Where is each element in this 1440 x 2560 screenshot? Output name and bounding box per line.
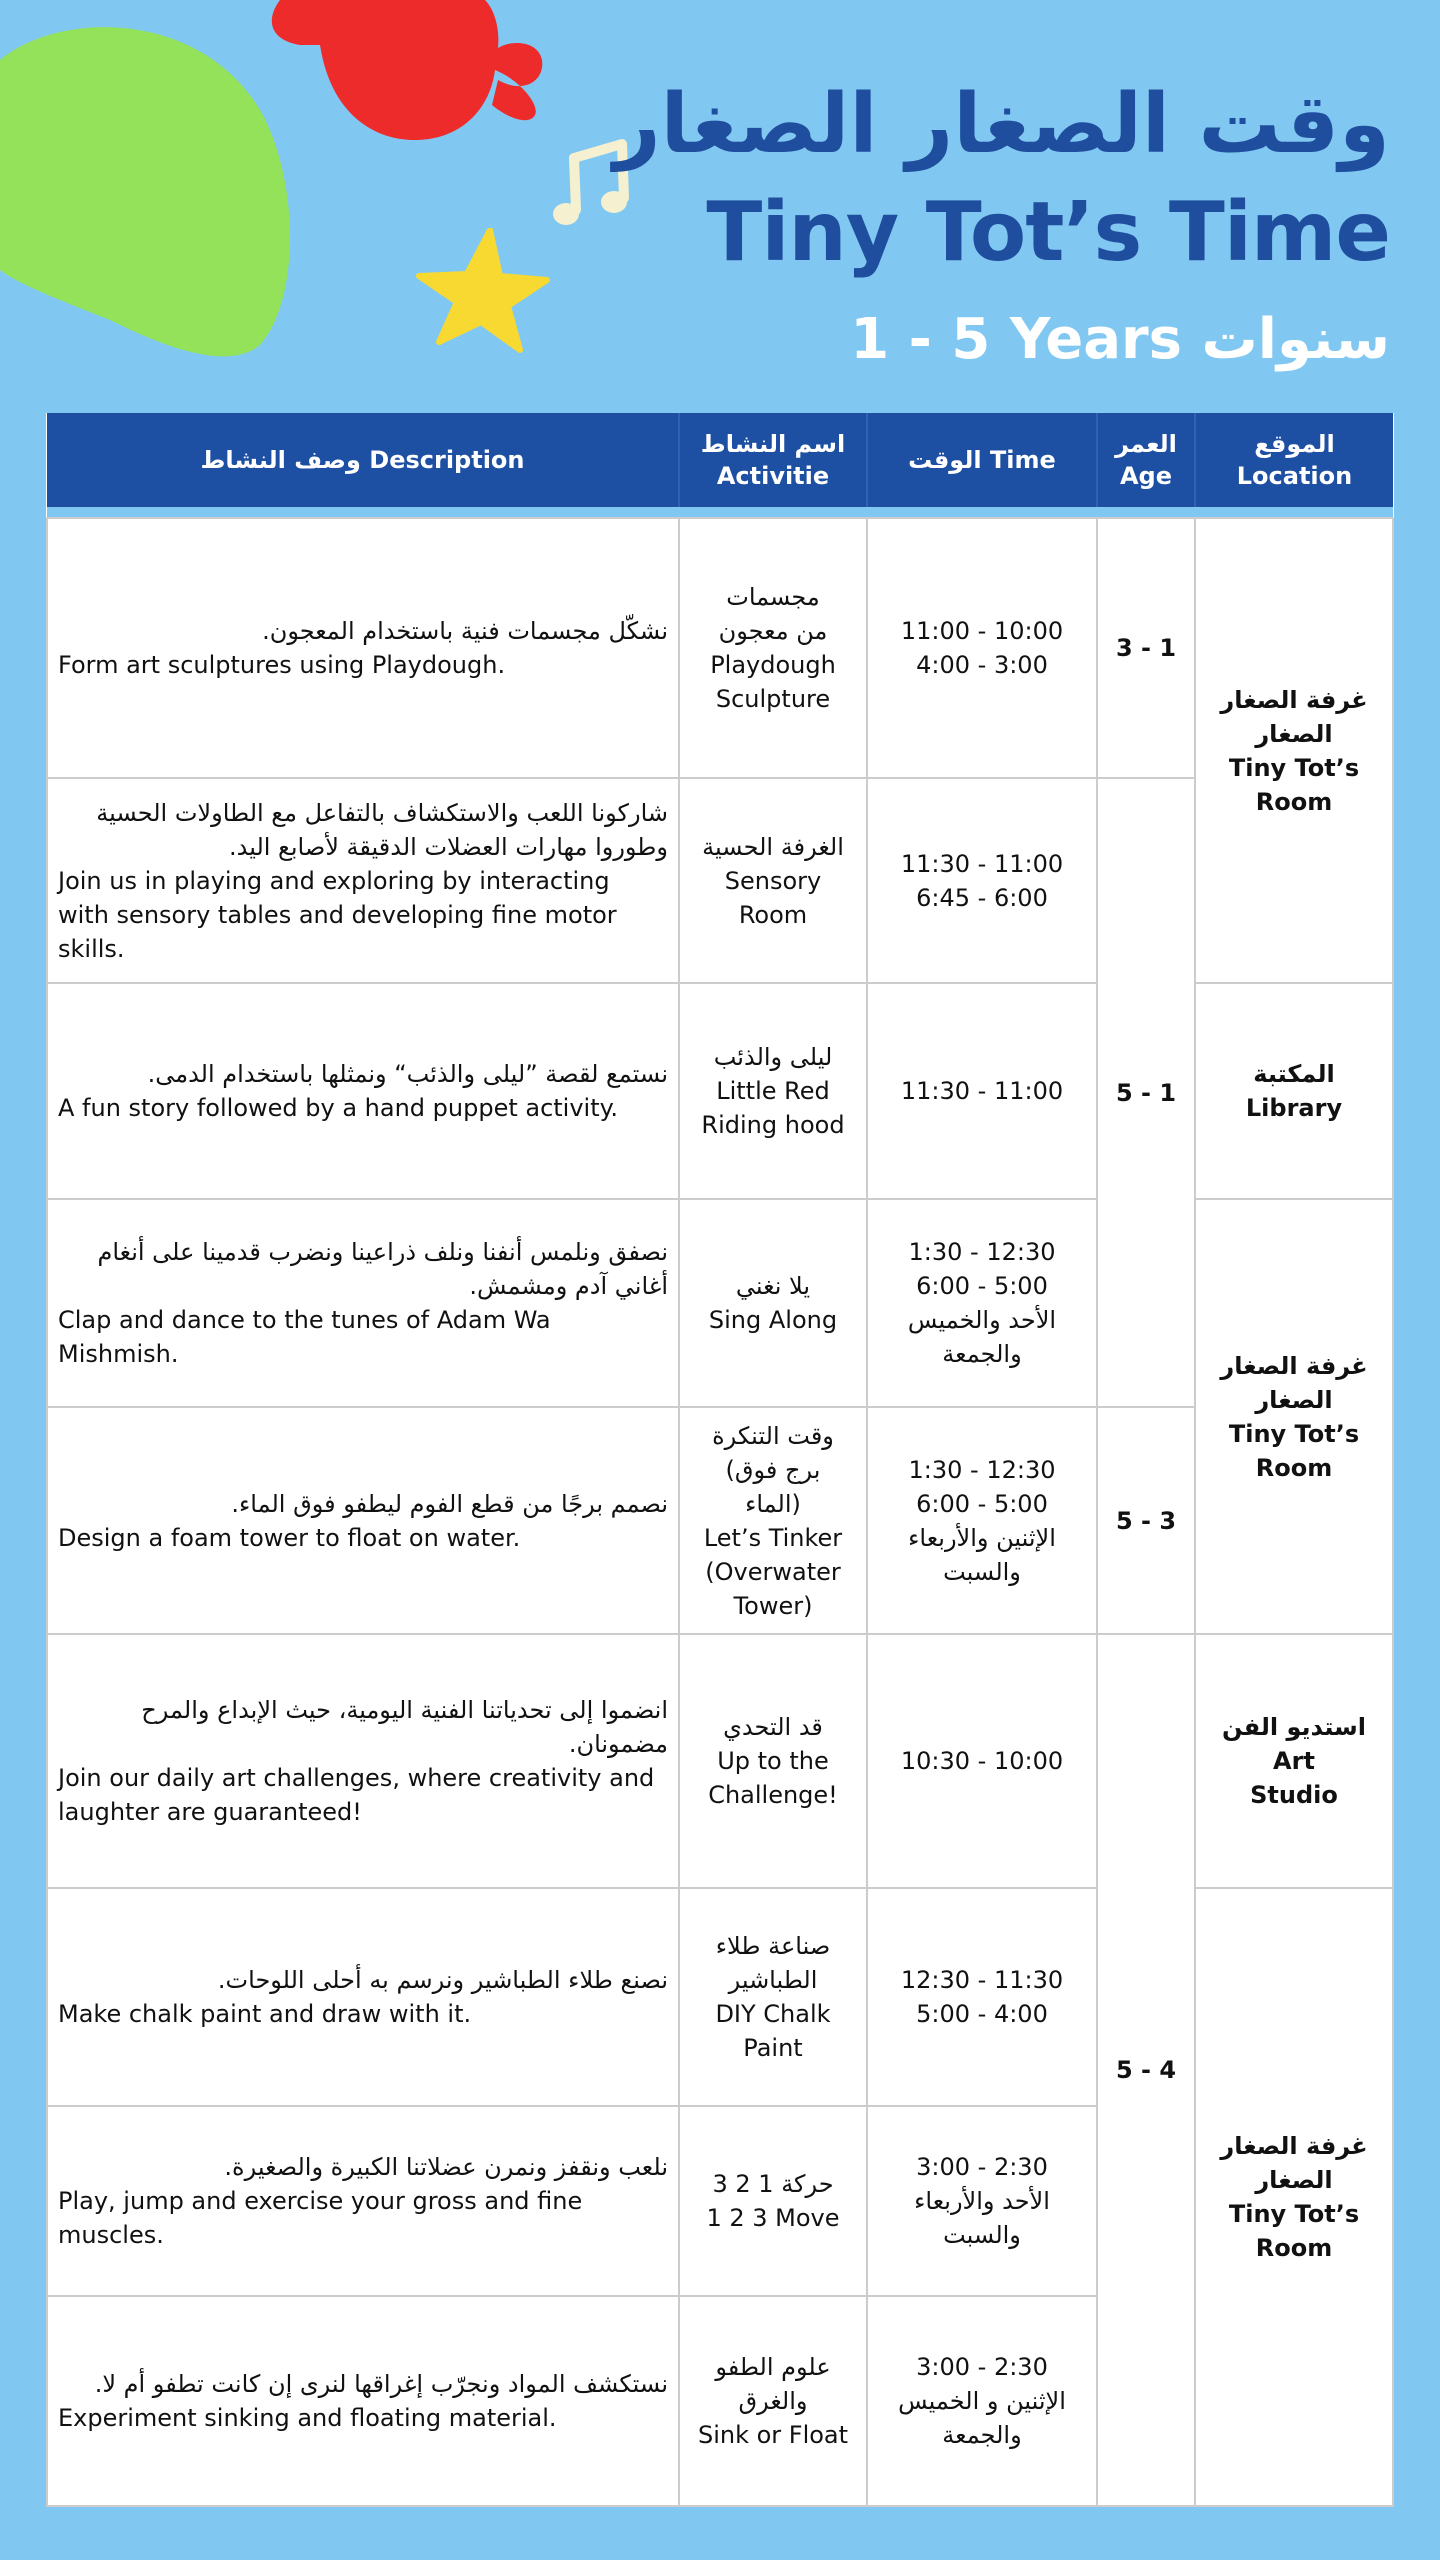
age-cell: 3 - 1 xyxy=(1097,518,1195,778)
activity-cell: علوم الطفو والغرق Sink or Float xyxy=(679,2296,867,2506)
yellow-star-icon xyxy=(415,228,550,353)
header-location: الموقع Location xyxy=(1195,413,1393,507)
time-cell: 11:30 - 11:00 xyxy=(867,983,1097,1199)
description-cell: نستمع لقصة ”ليلى والذئب“ ونمثلها باستخدام الدمى. A fun story followed by a hand puppet activity. xyxy=(47,983,679,1199)
time-cell: 11:30 - 11:00 6:45 - 6:00 xyxy=(867,778,1097,983)
location-cell: غرفة الصغار الصغار Tiny Tot’s Room xyxy=(1195,1888,1393,2506)
description-cell: نصنع طلاء الطباشير ونرسم به أحلى اللوحات. Make chalk paint and draw with it. xyxy=(47,1888,679,2106)
header-activity: اسم النشاط Activitie xyxy=(679,413,867,507)
description-cell: نصفق ونلمس أنفنا ونلف ذراعينا ونضرب قدمينا على أنغام أغاني آدم ومشمش. Clap and dance to the tunes of Adam Wa Mishmish. xyxy=(47,1199,679,1407)
green-blob-decoration xyxy=(0,0,300,370)
location-cell: المكتبة Library xyxy=(1195,983,1393,1199)
page-title-english: Tiny Tot’s Time xyxy=(706,185,1390,280)
age-range-subtitle: 1 - 5 Years سنوات xyxy=(850,307,1390,372)
header-age: العمر Age xyxy=(1097,413,1195,507)
description-cell: نلعب ونقفز ونمرن عضلاتنا الكبيرة والصغيرة. Play, jump and exercise your gross and fine muscles. xyxy=(47,2106,679,2296)
activity-cell: مجسمات من معجون Playdough Sculpture xyxy=(679,518,867,778)
location-cell: غرفة الصغار الصغار Tiny Tot’s Room xyxy=(1195,518,1393,983)
activity-cell: يلا نغني Sing Along xyxy=(679,1199,867,1407)
time-cell: 1:30 - 12:30 6:00 - 5:00 الأحد والخميس والجمعة xyxy=(867,1199,1097,1407)
table-row xyxy=(47,778,1393,983)
time-cell: 12:30 - 11:30 5:00 - 4:00 xyxy=(867,1888,1097,2106)
time-cell: 3:00 - 2:30 الإثنين و الخميس والجمعة xyxy=(867,2296,1097,2506)
table-row xyxy=(47,1407,1393,1634)
schedule-table xyxy=(46,413,1394,2507)
activity-cell: حركة 1 2 3 1 2 3 Move xyxy=(679,2106,867,2296)
header-time: الوقت Time xyxy=(867,413,1097,507)
time-cell: 11:00 - 10:00 4:00 - 3:00 xyxy=(867,518,1097,778)
page-title-arabic: وقت الصغار الصغار xyxy=(613,77,1390,172)
activity-cell: قد التحدي Up to the Challenge! xyxy=(679,1634,867,1888)
activity-cell: صناعة طلاء الطباشير DIY Chalk Paint xyxy=(679,1888,867,2106)
red-mug-decoration xyxy=(260,0,550,150)
location-cell: غرفة الصغار الصغار Tiny Tot’s Room xyxy=(1195,1199,1393,1634)
activity-cell: الغرفة الحسية Sensory Room xyxy=(679,778,867,983)
header-gap xyxy=(47,507,1393,518)
age-cell: 5 - 1 xyxy=(1097,778,1195,1407)
description-cell: نستكشف المواد ونجرّب إغراقها لنرى إن كانت تطفو أم لا. Experiment sinking and floating material. xyxy=(47,2296,679,2506)
location-cell: استديو الفن Art Studio xyxy=(1195,1634,1393,1888)
table-row xyxy=(47,518,1393,778)
description-cell: انضموا إلى تحدياتنا الفنية اليومية، حيث الإبداع والمرح مضمونان. Join our daily art challenges, where creativity and laughter are guaranteed! xyxy=(47,1634,679,1888)
description-cell: شاركونا اللعب والاستكشاف بالتفاعل مع الطاولات الحسية وطوروا مهارات العضلات الدقيقة لأصابع اليد. Join us in playing and exploring by interacting with sensory tables and developing fine motor skills. xyxy=(47,778,679,983)
header-description: وصف النشاط Description xyxy=(47,413,679,507)
age-cell: 5 - 4 xyxy=(1097,1634,1195,2506)
activity-cell: وقت التنكرة (برج فوق الماء) Let’s Tinker (Overwater Tower) xyxy=(679,1407,867,1634)
age-cell: 5 - 3 xyxy=(1097,1407,1195,1634)
table-row xyxy=(47,1634,1393,1888)
time-cell: 10:30 - 10:00 xyxy=(867,1634,1097,1888)
description-cell: نصمم برجًا من قطع الفوم ليطفو فوق الماء. Design a foam tower to float on water. xyxy=(47,1407,679,1634)
description-cell: نشكّل مجسمات فنية باستخدام المعجون. Form art sculptures using Playdough. xyxy=(47,518,679,778)
time-cell: 1:30 - 12:30 6:00 - 5:00 الإثنين والأربعاء والسبت xyxy=(867,1407,1097,1634)
table-header-row xyxy=(47,413,1393,507)
activity-cell: ليلى والذئب Little Red Riding hood xyxy=(679,983,867,1199)
time-cell: 3:00 - 2:30 الأحد والأربعاء والسبت xyxy=(867,2106,1097,2296)
